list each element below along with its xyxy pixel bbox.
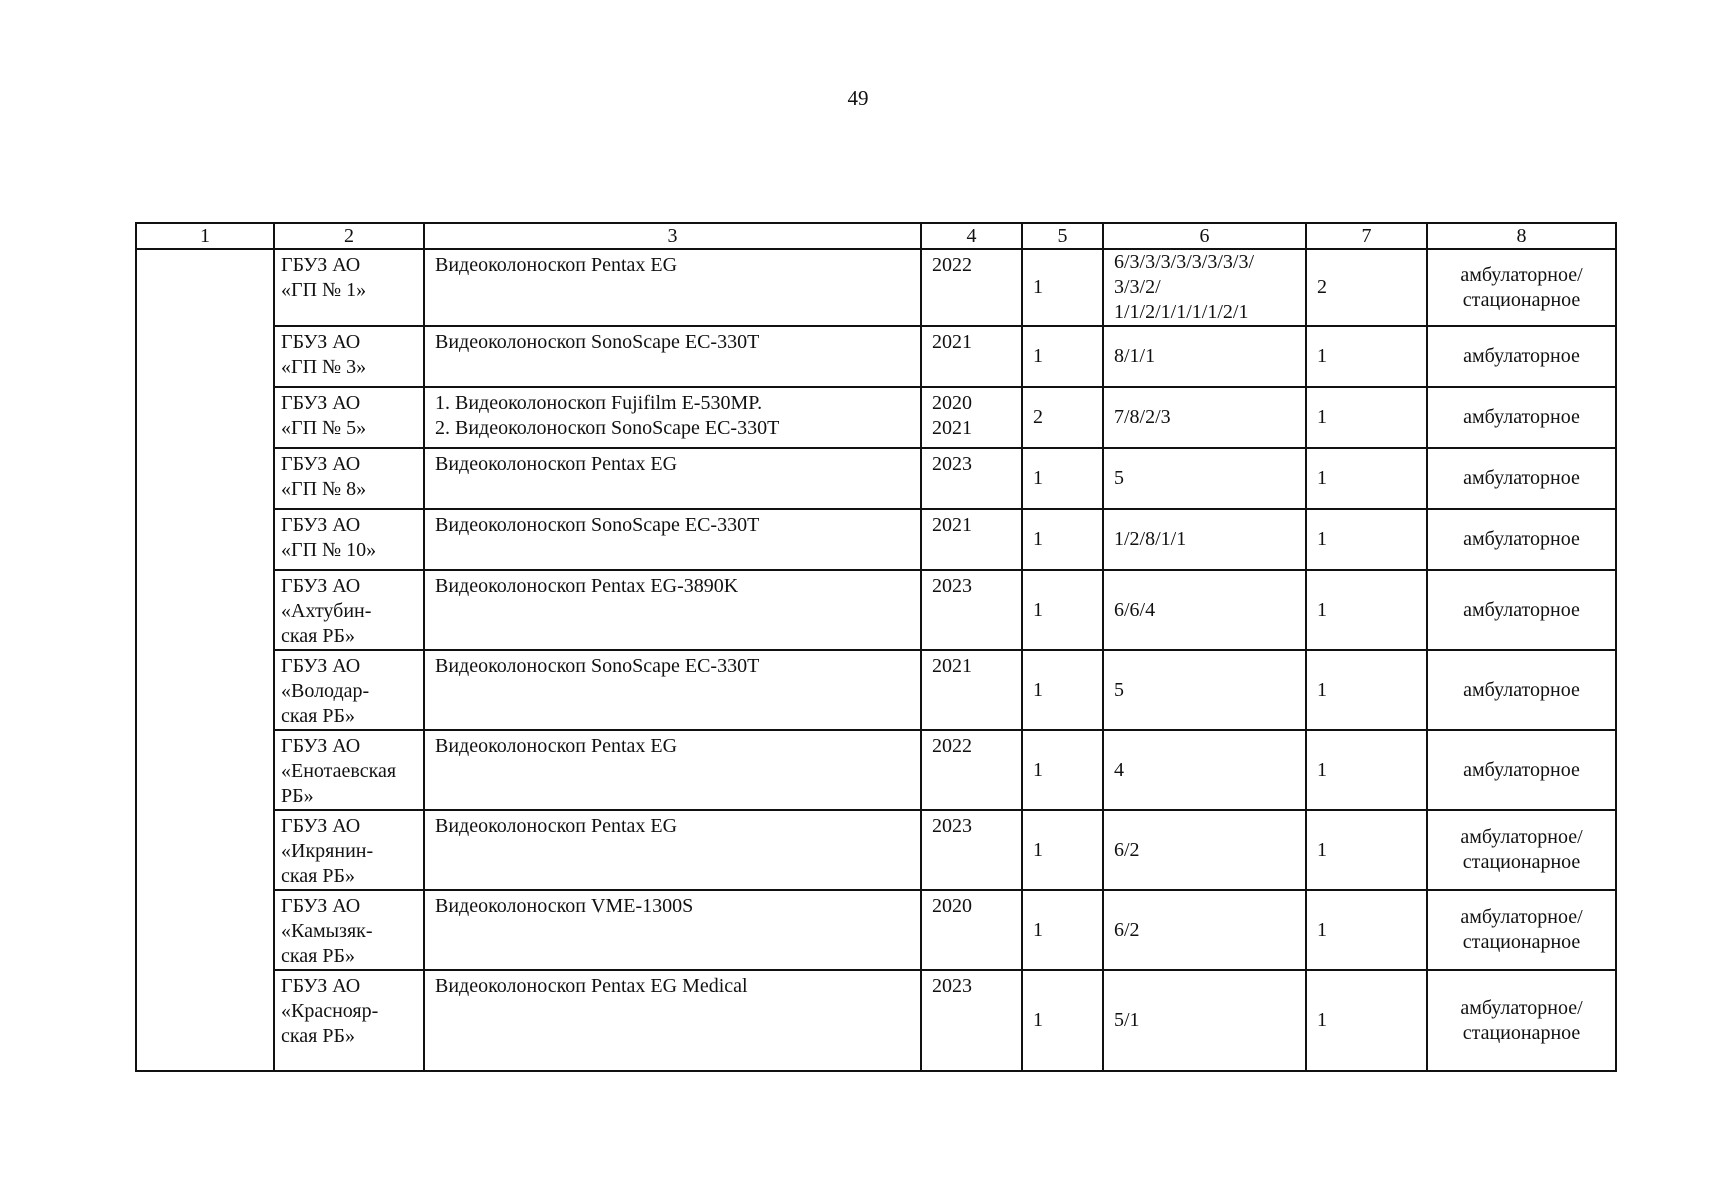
organization-line: ская РБ»	[281, 945, 355, 967]
equipment-line: Видеоколоноскоп VME-1300S	[435, 895, 694, 917]
column-7-cell: 1	[1306, 570, 1427, 650]
count-cell: 1	[1022, 650, 1103, 730]
care-mode-cell	[1427, 650, 1616, 730]
column-6-cell	[1103, 326, 1306, 387]
header-col-1: 1	[136, 223, 274, 249]
organization-line: ская РБ»	[281, 705, 355, 727]
equipment-cell	[424, 387, 921, 448]
care-mode-line: амбулаторное	[1463, 758, 1580, 781]
count-cell: 1	[1022, 448, 1103, 509]
year-line: 2020	[932, 895, 972, 917]
column-6-line: 4	[1114, 758, 1124, 781]
equipment-line: Видеоколоноскоп Pentax EG	[435, 815, 678, 837]
organization-cell	[274, 326, 424, 387]
year-line: 2021	[932, 514, 972, 536]
care-mode-cell	[1427, 730, 1616, 810]
column-6-cell	[1103, 509, 1306, 570]
column-6-cell	[1103, 810, 1306, 890]
column-7-cell: 1	[1306, 650, 1427, 730]
column-6-line: 3/3/2/	[1114, 276, 1161, 298]
table-row	[136, 730, 1616, 810]
care-mode-line: амбулаторное/	[1460, 826, 1583, 848]
organization-line: «Краснояр-	[281, 1000, 379, 1022]
table-row	[136, 890, 1616, 970]
count-cell: 1	[1022, 249, 1103, 326]
count-cell: 1	[1022, 890, 1103, 970]
column-6-cell	[1103, 570, 1306, 650]
header-col-8: 8	[1427, 223, 1616, 249]
equipment-cell	[424, 810, 921, 890]
care-mode-cell	[1427, 448, 1616, 509]
care-mode-line: амбулаторное	[1463, 467, 1580, 489]
count-cell: 1	[1022, 810, 1103, 890]
table-row	[136, 570, 1616, 650]
table-row	[136, 326, 1616, 387]
organization-line: ская РБ»	[281, 865, 355, 887]
column-7-cell: 1	[1306, 326, 1427, 387]
year-cell	[921, 249, 1022, 326]
year-cell	[921, 970, 1022, 1071]
count-cell: 1	[1022, 970, 1103, 1071]
equipment-cell	[424, 326, 921, 387]
year-line: 2023	[932, 815, 972, 837]
organization-line: ГБУЗ АО	[281, 575, 361, 597]
care-mode-line: амбулаторное	[1463, 678, 1580, 701]
care-mode-cell	[1427, 570, 1616, 650]
care-mode-cell	[1427, 249, 1616, 326]
column-7-cell: 1	[1306, 448, 1427, 509]
column-6-line: 5/1	[1114, 1009, 1140, 1031]
organization-line: ГБУЗ АО	[281, 975, 361, 997]
column-7-cell: 1	[1306, 810, 1427, 890]
year-cell	[921, 509, 1022, 570]
care-mode-cell	[1427, 810, 1616, 890]
care-mode-cell	[1427, 970, 1616, 1071]
care-mode-line: амбулаторное	[1463, 345, 1580, 367]
column-6-line: 5	[1114, 467, 1124, 489]
equipment-line: Видеоколоноскоп SonoScape EC-330T	[435, 514, 760, 536]
organization-line: ГБУЗ АО	[281, 331, 361, 353]
column-1-cell	[136, 249, 274, 1071]
table-row	[136, 509, 1616, 570]
column-6-cell	[1103, 448, 1306, 509]
organization-line: ГБУЗ АО	[281, 514, 361, 536]
equipment-cell	[424, 730, 921, 810]
count-cell: 1	[1022, 326, 1103, 387]
table-row	[136, 650, 1616, 730]
column-6-line: 5	[1114, 678, 1124, 701]
year-cell	[921, 570, 1022, 650]
header-col-5: 5	[1022, 223, 1103, 249]
equipment-line: Видеоколоноскоп SonoScape EC-330T	[435, 331, 760, 353]
equipment-line: Видеоколоноскоп Pentax EG-3890K	[435, 575, 739, 597]
care-mode-line: амбулаторное	[1463, 528, 1580, 550]
column-6-line: 6/6/4	[1114, 598, 1156, 621]
organization-line: «Енотаевская	[281, 760, 397, 782]
equipment-cell	[424, 650, 921, 730]
column-6-line: 6/2	[1114, 838, 1140, 861]
equipment-line: 2. Видеоколоноскоп SonoScape EC-330T	[435, 417, 780, 439]
care-mode-line: амбулаторное/	[1460, 996, 1583, 1019]
year-line: 2021	[932, 655, 972, 677]
year-line: 2022	[932, 735, 972, 757]
organization-cell	[274, 810, 424, 890]
header-row	[136, 223, 1616, 249]
equipment-line: Видеоколоноскоп Pentax EG	[435, 453, 678, 475]
table-row	[136, 810, 1616, 890]
equipment-cell	[424, 890, 921, 970]
column-6-line: 1/2/8/1/1	[1114, 528, 1187, 550]
organization-line: ГБУЗ АО	[281, 392, 361, 414]
care-mode-line: стационарное	[1462, 288, 1581, 311]
care-mode-line: амбулаторное	[1463, 406, 1580, 428]
count-cell: 2	[1022, 387, 1103, 448]
column-7-cell: 1	[1306, 970, 1427, 1071]
column-6-line: 7/8/2/3	[1114, 406, 1171, 428]
care-mode-line: амбулаторное/	[1460, 906, 1583, 928]
organization-cell	[274, 650, 424, 730]
column-7-cell: 1	[1306, 387, 1427, 448]
year-line: 2021	[932, 331, 972, 353]
equipment-line: Видеоколоноскоп Pentax EG	[435, 254, 678, 276]
year-cell	[921, 810, 1022, 890]
year-line: 2022	[932, 254, 972, 276]
equipment-line: Видеоколоноскоп SonoScape EC-330T	[435, 655, 760, 677]
organization-line: «ГП № 3»	[281, 356, 367, 378]
column-6-cell	[1103, 890, 1306, 970]
organization-line: «Ахтубин-	[281, 600, 372, 622]
organization-line: «ГП № 8»	[281, 478, 367, 500]
organization-line: ская РБ»	[281, 625, 355, 647]
year-line: 2023	[932, 453, 972, 475]
header-col-4: 4	[921, 223, 1022, 249]
equipment-cell	[424, 448, 921, 509]
year-cell	[921, 326, 1022, 387]
year-line: 2021	[932, 417, 972, 439]
care-mode-cell	[1427, 326, 1616, 387]
organization-line: ская РБ»	[281, 1025, 355, 1047]
table-body	[136, 249, 1616, 1071]
organization-line: РБ»	[281, 785, 314, 807]
header-col-6: 6	[1103, 223, 1306, 249]
organization-cell	[274, 387, 424, 448]
count-cell: 1	[1022, 570, 1103, 650]
table-row	[136, 448, 1616, 509]
organization-cell	[274, 570, 424, 650]
care-mode-line: стационарное	[1462, 851, 1581, 873]
care-mode-cell	[1427, 387, 1616, 448]
page-number: 49	[847, 86, 869, 110]
column-6-cell	[1103, 730, 1306, 810]
equipment-cell	[424, 509, 921, 570]
header-col-7: 7	[1306, 223, 1427, 249]
equipment-cell	[424, 970, 921, 1071]
count-cell: 1	[1022, 509, 1103, 570]
column-6-line: 6/2	[1114, 918, 1140, 941]
column-7-cell: 1	[1306, 730, 1427, 810]
care-mode-line: амбулаторное	[1463, 598, 1580, 621]
column-6-cell	[1103, 387, 1306, 448]
organization-line: ГБУЗ АО	[281, 815, 361, 837]
table-row	[136, 970, 1616, 1071]
equipment-cell	[424, 570, 921, 650]
care-mode-cell	[1427, 890, 1616, 970]
column-6-line: 8/1/1	[1114, 345, 1156, 367]
column-6-line: 6/3/3/3/3/3/3/3/3/	[1114, 251, 1255, 273]
organization-cell	[274, 249, 424, 326]
care-mode-line: стационарное	[1462, 1021, 1581, 1044]
organization-cell	[274, 890, 424, 970]
organization-cell	[274, 509, 424, 570]
care-mode-line: стационарное	[1462, 931, 1581, 953]
equipment-table	[135, 222, 1617, 1072]
organization-line: «Володар-	[281, 680, 370, 702]
year-cell	[921, 387, 1022, 448]
care-mode-line: амбулаторное/	[1460, 263, 1583, 286]
organization-line: «ГП № 1»	[281, 279, 367, 301]
column-6-cell	[1103, 249, 1306, 326]
organization-line: «Камызяк-	[281, 920, 373, 942]
organization-line: «ГП № 10»	[281, 539, 377, 561]
year-cell	[921, 448, 1022, 509]
year-line: 2023	[932, 975, 972, 997]
year-cell	[921, 650, 1022, 730]
column-7-cell: 2	[1306, 249, 1427, 326]
header-col-2: 2	[274, 223, 424, 249]
table-row	[136, 387, 1616, 448]
equipment-cell	[424, 249, 921, 326]
organization-cell	[274, 970, 424, 1071]
equipment-line: Видеоколоноскоп Pentax EG Medical	[435, 975, 748, 997]
organization-cell	[274, 730, 424, 810]
column-6-cell	[1103, 970, 1306, 1071]
column-6-cell	[1103, 650, 1306, 730]
care-mode-cell	[1427, 509, 1616, 570]
organization-line: «Икрянин-	[281, 840, 374, 862]
table-row	[136, 249, 1616, 326]
column-7-cell: 1	[1306, 890, 1427, 970]
year-line: 2020	[932, 392, 972, 414]
organization-cell	[274, 448, 424, 509]
year-line: 2023	[932, 575, 972, 597]
equipment-line: Видеоколоноскоп Pentax EG	[435, 735, 678, 757]
column-7-cell: 1	[1306, 509, 1427, 570]
year-cell	[921, 730, 1022, 810]
column-6-line: 1/1/2/1/1/1/1/2/1	[1114, 301, 1249, 323]
count-cell: 1	[1022, 730, 1103, 810]
year-cell	[921, 890, 1022, 970]
organization-line: ГБУЗ АО	[281, 453, 361, 475]
equipment-line: 1. Видеоколоноскоп Fujifilm E-530MP.	[435, 392, 763, 414]
organization-line: ГБУЗ АО	[281, 735, 361, 757]
organization-line: ГБУЗ АО	[281, 254, 361, 276]
organization-line: ГБУЗ АО	[281, 655, 361, 677]
header-col-3: 3	[424, 223, 921, 249]
organization-line: «ГП № 5»	[281, 417, 367, 439]
organization-line: ГБУЗ АО	[281, 895, 361, 917]
